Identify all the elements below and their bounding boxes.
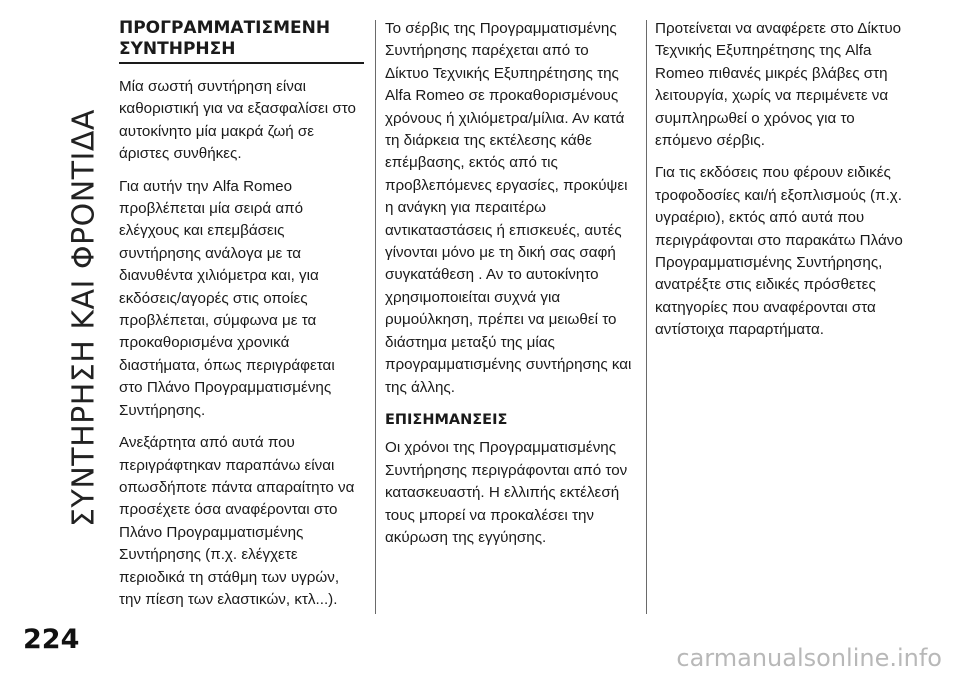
chapter-side-tab — [64, 22, 104, 614]
column-2 — [385, 18, 633, 559]
page-number: 224 — [23, 624, 80, 655]
paragraph: Για αυτήν την Alfa Romeo προβλέπεται μία σειρά από ελέγχους και επεμβάσεις συντήρησης ανάλογα με τα διανυθέντα χιλιόμετρα και, για εκδόσεις/αγορές στις οποίες προβλέπεται, σύμφωνα με τα προκαθορισμένα χρονικά διαστήματα, όπως περιγράφεται στο Πλάνο Προγραμματισμένης Συντήρησης. — [119, 177, 335, 419]
paragraph: Το σέρβις της Προγραμματισμένης Συντήρησης παρέχεται από το Δίκτυο Τεχνικής Εξυπηρέτησης της Alfa Romeo σε προκαθορισμένους χρόνους ή χιλιόμετρα/μίλια. Αν κατά τη διάρκεια της εκτέλεσης κάθε επέμβασης, εκτός από τις προβλεπόμενες εργασίες, προκύψει η ανάγκη για περαιτέρω αντικαταστάσεις ή επισκευές, αυτές γίνονται μόνο με τη δική σας σαφή συγκατάθεση . Αν το αυτοκίνητο χρησιμοποιείται συχνά για ρυμούλκηση, πρέπει να μειωθεί το διάστημα μεταξύ της μίας προγραμματισμένης συντήρησης και της άλλης. — [385, 20, 632, 396]
column-1 — [119, 18, 361, 621]
column-divider — [375, 20, 376, 614]
watermark: carmanualsonline.info — [676, 644, 942, 672]
paragraph: Προτείνεται να αναφέρετε στο Δίκτυο Τεχνικής Εξυπηρέτησης της Alfa Romeo πιθανές μικρές βλάβες στη λειτουργία, χωρίς να περιμένετε να συμπληρωθεί ο χρόνος για το επόμενο σέρβις. — [655, 20, 902, 150]
chapter-title: ΣΥΝΤΗΡΗΣΗ ΚΑΙ ΦΡΟΝΤΙΔΑ — [66, 109, 102, 527]
column-3 — [655, 18, 905, 352]
section-title-line-2: ΣΥΝΤΗΡΗΣΗ — [119, 39, 236, 59]
section-title-line-1: ΠΡΟΓΡΑΜΜΑΤΙΣΜΕΝΗ — [119, 18, 331, 38]
column-divider — [646, 20, 647, 614]
warning-heading: ΕΠΙΣΗΜΑΝΣΕΙΣ — [385, 411, 508, 428]
warning-text: Οι χρόνοι της Προγραμματισμένης Συντήρησης περιγράφονται από τον κατασκευαστή. Η ελλιπής εκτέλεσή τους μπορεί να προκαλέσει την ακύρωση της εγγύησης. — [385, 439, 628, 546]
paragraph: Για τις εκδόσεις που φέρουν ειδικές τροφοδοσίες και/ή εξοπλισμούς (π.χ. υγραέριο), εκτός από αυτά που περιγράφονται στο παρακάτω Πλάνο Προγραμματισμένης Συντήρησης, ανατρέξτε στις ειδικές πρόσθετες κατηγορίες που αναφέρονται στα αντίστοιχα παραρτήματα. — [655, 164, 903, 339]
section-title — [119, 18, 364, 64]
paragraph: Ανεξάρτητα από αυτά που περιγράφτηκαν παραπάνω είναι οπωσδήποτε πάντα απαραίτητο να προσέχετε όσα αναφέρονται στο Πλάνο Προγραμματισμένης Συντήρησης (π.χ. ελέγχετε περιοδικά τη στάθμη των υγρών, την πίεση των ελαστικών, κτλ...). — [119, 434, 355, 608]
paragraph: Μία σωστή συντήρηση είναι καθοριστική για να εξασφαλίσει στο αυτοκίνητο μία μακρά ζωή σε άριστες συνθήκες. — [119, 78, 356, 163]
